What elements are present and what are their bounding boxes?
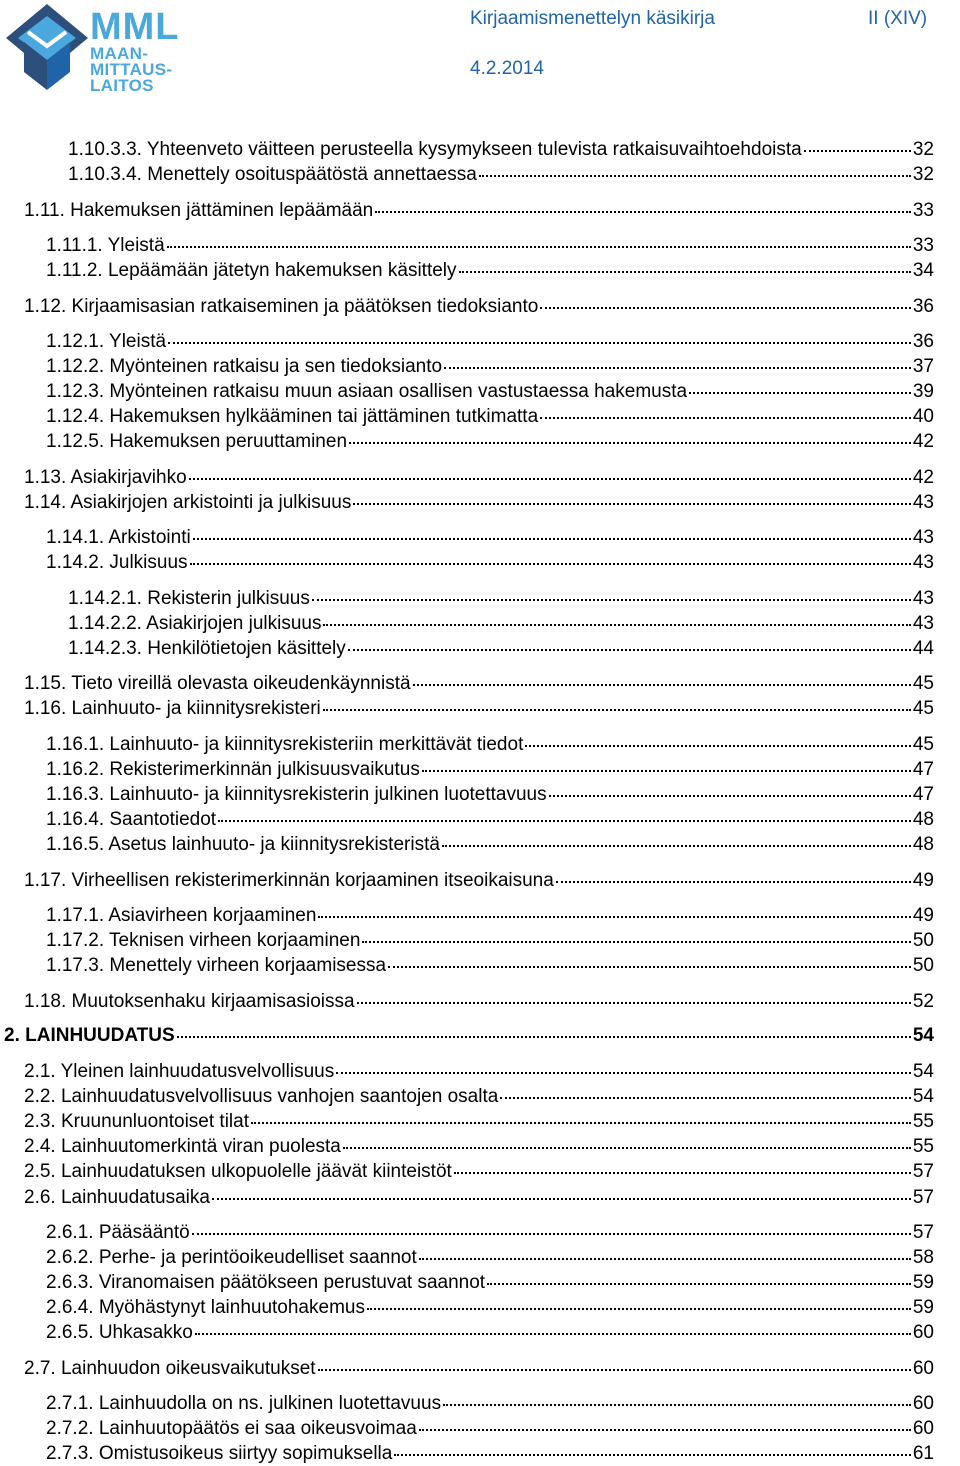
- toc-entry[interactable]: [24, 1085, 934, 1109]
- toc-entry-page: 43: [912, 613, 934, 634]
- toc-entry-title: 1.11. Hakemuksen jättäminen lepäämään: [24, 200, 374, 221]
- toc-entry-title: 2.6.4. Myöhästynyt lainhuutohakemus: [46, 1297, 365, 1318]
- toc-entry[interactable]: [24, 869, 934, 893]
- toc-entry-title: 1.15. Tieto vireillä olevasta oikeudenkäynnistä: [24, 673, 411, 694]
- toc-entry-page: 34: [912, 260, 934, 281]
- toc-entry-title: 1.17.3. Menettely virheen korjaamisessa: [46, 955, 387, 976]
- toc-dot-leader: [804, 150, 911, 152]
- toc-entry-page: 36: [912, 296, 934, 317]
- toc-entry-page: 57: [912, 1161, 934, 1182]
- toc-entry-title: 2.7.2. Lainhuutopäätös ei saa oikeusvoimaa: [46, 1418, 417, 1439]
- toc-entry[interactable]: [46, 430, 934, 454]
- toc-entry-page: 54: [912, 1086, 934, 1107]
- toc-entry-title: 2.6.1. Pääsääntö: [46, 1222, 190, 1243]
- logo-line-2: MAAN-: [90, 44, 149, 63]
- toc-entry-title: 2.5. Lainhuudatuksen ulkopuolelle jäävät kiinteistöt: [24, 1161, 452, 1182]
- toc-entry-page: 60: [912, 1322, 934, 1343]
- toc-dot-leader: [323, 624, 910, 626]
- toc-entry[interactable]: [24, 466, 934, 490]
- toc-entry[interactable]: [46, 808, 934, 832]
- page-header: [0, 0, 960, 110]
- toc-entry-page: 32: [912, 164, 934, 185]
- toc-entry-page: 59: [912, 1297, 934, 1318]
- toc-entry-page: 60: [912, 1418, 934, 1439]
- toc-entry-page: 43: [912, 492, 934, 513]
- toc-entry[interactable]: [46, 330, 934, 354]
- toc-entry-title: 2.6.3. Viranomaisen päätökseen perustuvat saannot: [46, 1272, 486, 1293]
- toc-entry[interactable]: [24, 295, 934, 319]
- toc-dot-leader: [479, 175, 911, 177]
- toc-entry-page: 60: [912, 1393, 934, 1414]
- toc-dot-leader: [500, 1097, 911, 1099]
- toc-entry-page: 40: [912, 406, 934, 427]
- toc-entry[interactable]: [46, 1392, 934, 1416]
- toc-entry[interactable]: [24, 1186, 934, 1210]
- toc-entry[interactable]: [46, 904, 934, 928]
- toc-entry-title: 1.17.1. Asiavirheen korjaaminen: [46, 905, 317, 926]
- toc-dot-leader: [413, 684, 911, 686]
- toc-entry-title: 1.16.4. Saantotiedot: [46, 809, 217, 830]
- toc-entry[interactable]: [46, 526, 934, 550]
- toc-entry-title: 2.6.5. Uhkasakko: [46, 1322, 193, 1343]
- toc-entry-title: 2.3. Kruununluontoiset tilat: [24, 1111, 249, 1132]
- toc-entry-page: 57: [912, 1222, 934, 1243]
- toc-entry-title: 1.16.2. Rekisterimerkinnän julkisuusvaikutus: [46, 759, 420, 780]
- toc-dot-leader: [459, 271, 911, 273]
- toc-dot-leader: [190, 563, 911, 565]
- toc-entry-page: 45: [912, 698, 934, 719]
- toc-entry[interactable]: [46, 1296, 934, 1320]
- toc-entry[interactable]: [46, 1321, 934, 1345]
- toc-entry[interactable]: [24, 199, 934, 223]
- toc-dot-leader: [353, 503, 910, 505]
- toc-entry-page: 47: [912, 759, 934, 780]
- toc-dot-leader: [442, 845, 911, 847]
- toc-entry[interactable]: [68, 138, 934, 162]
- toc-entry-title: 1.12.5. Hakemuksen peruuttaminen: [46, 431, 348, 452]
- toc-entry-page: 36: [912, 331, 934, 352]
- logo-line-4: LAITOS: [90, 76, 154, 95]
- toc-entry-page: 45: [912, 673, 934, 694]
- toc-entry[interactable]: [68, 612, 934, 636]
- toc-entry-page: 33: [912, 235, 934, 256]
- toc-dot-leader: [444, 367, 911, 369]
- toc-entry-page: 59: [912, 1272, 934, 1293]
- toc-entry-title: 1.13. Asiakirjavihko: [24, 467, 187, 488]
- toc-entry-page: 55: [912, 1136, 934, 1157]
- toc-entry-title: 1.10.3.3. Yhteenveto väitteen perusteella kysymykseen tulevista ratkaisuvaihtoehdoista: [68, 139, 802, 160]
- toc-entry[interactable]: [46, 1417, 934, 1441]
- toc-entry[interactable]: [46, 1246, 934, 1270]
- toc-entry[interactable]: [24, 990, 934, 1014]
- toc-entry[interactable]: [24, 672, 934, 696]
- toc-entry-title: 2.2. Lainhuudatusvelvollisuus vanhojen saantojen osalta: [24, 1086, 499, 1107]
- toc-dot-leader: [195, 1333, 911, 1335]
- toc-entry-page: 43: [912, 527, 934, 548]
- toc-entry-title: 2. LAINHUUDATUS: [4, 1025, 175, 1046]
- toc-entry-title: 1.14.1. Arkistointi: [46, 527, 191, 548]
- toc-entry-page: 54: [912, 1025, 934, 1046]
- toc-entry-page: 32: [912, 139, 934, 160]
- toc-dot-leader: [218, 820, 911, 822]
- toc-dot-leader: [168, 342, 911, 344]
- toc-entry[interactable]: [24, 1060, 934, 1084]
- toc-entry[interactable]: [24, 491, 934, 515]
- toc-entry[interactable]: [46, 259, 934, 283]
- toc-entry-title: 2.7. Lainhuudon oikeusvaikutukset: [24, 1358, 316, 1379]
- toc-entry[interactable]: [46, 234, 934, 258]
- toc-entry-title: 1.16. Lainhuuto- ja kiinnitysrekisteri: [24, 698, 321, 719]
- toc-dot-leader: [212, 1198, 911, 1200]
- toc-dot-leader: [336, 1072, 911, 1074]
- logo-text: [90, 8, 180, 94]
- toc-dot-leader: [388, 966, 911, 968]
- toc-dot-leader: [192, 1233, 911, 1235]
- toc-entry-page: 33: [912, 200, 934, 221]
- toc-dot-leader: [375, 211, 911, 213]
- toc-entry-page: 61: [912, 1443, 934, 1464]
- toc-entry-title: 2.7.3. Omistusoikeus siirtyy sopimuksella: [46, 1443, 393, 1464]
- toc-dot-leader: [362, 941, 910, 943]
- toc-entry-title: 1.16.3. Lainhuuto- ja kiinnitysrekisterin julkinen luotettavuus: [46, 784, 547, 805]
- toc-entry-page: 39: [912, 381, 934, 402]
- mml-logo: [4, 2, 180, 98]
- toc-entry-title: 1.16.1. Lainhuuto- ja kiinnitysrekisteriin merkittävät tiedot: [46, 734, 524, 755]
- toc-dot-leader: [251, 1122, 911, 1124]
- toc-entry-page: 47: [912, 784, 934, 805]
- toc-entry-title: 2.4. Lainhuutomerkintä viran puolesta: [24, 1136, 341, 1157]
- toc-dot-leader: [367, 1308, 911, 1310]
- toc-entry-title: 1.12.2. Myönteinen ratkaisu ja sen tiedoksianto: [46, 356, 443, 377]
- toc-dot-leader: [348, 649, 911, 651]
- toc-entry[interactable]: [46, 1221, 934, 1245]
- toc-dot-leader: [189, 478, 911, 480]
- toc-dot-leader: [343, 1147, 911, 1149]
- toc-entry[interactable]: [24, 1160, 934, 1184]
- toc-entry-title: 1.14. Asiakirjojen arkistointi ja julkisuus: [24, 492, 352, 513]
- toc-entry-page: 42: [912, 467, 934, 488]
- toc-entry-page: 58: [912, 1247, 934, 1268]
- toc-dot-leader: [419, 1258, 911, 1260]
- toc-entry[interactable]: [46, 551, 934, 575]
- toc-entry[interactable]: [46, 929, 934, 953]
- toc-entry-page: 54: [912, 1061, 934, 1082]
- toc-entry-title: 1.17.2. Teknisen virheen korjaaminen: [46, 930, 361, 951]
- toc-dot-leader: [357, 1002, 911, 1004]
- toc-entry[interactable]: [46, 380, 934, 404]
- logo-line-3: MITTAUS-: [90, 60, 173, 79]
- toc-dot-leader: [177, 1036, 911, 1038]
- toc-entry[interactable]: [24, 697, 934, 721]
- toc-dot-leader: [193, 538, 911, 540]
- toc-entry-title: 1.12.1. Yleistä: [46, 331, 167, 352]
- toc-entry-title: 1.14.2.2. Asiakirjojen julkisuus: [68, 613, 322, 634]
- toc-dot-leader: [556, 881, 911, 883]
- toc-entry-page: 60: [912, 1358, 934, 1379]
- toc-entry[interactable]: [24, 1135, 934, 1159]
- toc-entry-title: 1.16.5. Asetus lainhuuto- ja kiinnitysrekisteristä: [46, 834, 440, 855]
- toc-entry-title: 1.14.2.1. Rekisterin julkisuus: [68, 588, 310, 609]
- toc-entry-title: 2.7.1. Lainhuudolla on ns. julkinen luotettavuus: [46, 1393, 442, 1414]
- toc-dot-leader: [323, 709, 911, 711]
- toc-entry-title: 1.12. Kirjaamisasian ratkaiseminen ja päätöksen tiedoksianto: [24, 296, 539, 317]
- toc-entry-title: 1.18. Muutoksenhaku kirjaamisasioissa: [24, 991, 355, 1012]
- toc-dot-leader: [312, 599, 911, 601]
- toc-entry[interactable]: [46, 405, 934, 429]
- toc-entry[interactable]: [4, 1024, 934, 1048]
- toc-entry-title: 1.17. Virheellisen rekisterimerkinnän korjaaminen itseoikaisuna: [24, 870, 554, 891]
- toc-entry-page: 44: [912, 638, 934, 659]
- toc-entry-page: 48: [912, 834, 934, 855]
- toc-entry-title: 2.6.2. Perhe- ja perintöoikeudelliset saannot: [46, 1247, 417, 1268]
- toc-dot-leader: [422, 770, 911, 772]
- toc-dot-leader: [349, 442, 911, 444]
- toc-dot-leader: [419, 1429, 911, 1431]
- toc-entry-page: 43: [912, 588, 934, 609]
- toc-dot-leader: [454, 1172, 911, 1174]
- toc-entry-page: 49: [912, 905, 934, 926]
- toc-entry-page: 52: [912, 991, 934, 1012]
- toc-entry-title: 2.1. Yleinen lainhuudatusvelvollisuus: [24, 1061, 335, 1082]
- toc-entry[interactable]: [24, 1357, 934, 1381]
- toc-entry[interactable]: [46, 1271, 934, 1295]
- document-date: 4.2.2014: [470, 58, 544, 79]
- toc-entry-title: 1.12.3. Myönteinen ratkaisu muun asiaan osallisen vastustaessa hakemusta: [46, 381, 688, 402]
- toc-entry-page: 50: [912, 930, 934, 951]
- toc-entry[interactable]: [46, 954, 934, 978]
- toc-entry-page: 55: [912, 1111, 934, 1132]
- toc-entry-page: 45: [912, 734, 934, 755]
- toc-dot-leader: [689, 392, 911, 394]
- toc-entry-title: 1.12.4. Hakemuksen hylkääminen tai jättäminen tutkimatta: [46, 406, 539, 427]
- toc-entry-page: 43: [912, 552, 934, 573]
- mml-logo-emblem-icon: [4, 2, 90, 92]
- toc-entry-title: 1.14.2.3. Henkilötietojen käsittely: [68, 638, 346, 659]
- toc-entry-page: 50: [912, 955, 934, 976]
- toc-entry-page: 37: [912, 356, 934, 377]
- toc-dot-leader: [318, 1369, 911, 1371]
- toc-dot-leader: [540, 307, 911, 309]
- toc-entry[interactable]: [46, 783, 934, 807]
- logo-line-1: MML: [90, 6, 180, 48]
- toc-dot-leader: [487, 1283, 911, 1285]
- toc-entry-page: 49: [912, 870, 934, 891]
- page-number: II (XIV): [868, 8, 928, 29]
- toc-entry[interactable]: [68, 587, 934, 611]
- toc-entry-page: 42: [912, 431, 934, 452]
- toc-entry-page: 57: [912, 1187, 934, 1208]
- toc-dot-leader: [540, 417, 911, 419]
- toc-entry-page: 48: [912, 809, 934, 830]
- toc-entry-title: 2.6. Lainhuudatusaika: [24, 1187, 210, 1208]
- toc-dot-leader: [318, 916, 910, 918]
- toc-entry-title: 1.11.2. Lepäämään jätetyn hakemuksen käsittely: [46, 260, 457, 281]
- document-title: Kirjaamismenettelyn käsikirja: [470, 8, 715, 29]
- toc-entry-title: 1.10.3.4. Menettely osoituspäätöstä annettaessa: [68, 164, 477, 185]
- toc-entry[interactable]: [68, 637, 934, 661]
- toc-dot-leader: [549, 795, 911, 797]
- toc-entry[interactable]: [68, 163, 934, 187]
- toc-entry[interactable]: [46, 833, 934, 857]
- toc-entry[interactable]: [46, 355, 934, 379]
- toc-entry[interactable]: [46, 733, 934, 757]
- toc-entry[interactable]: [46, 1442, 934, 1466]
- toc-dot-leader: [394, 1454, 911, 1456]
- toc-dot-leader: [167, 246, 911, 248]
- toc-entry[interactable]: [46, 758, 934, 782]
- toc-entry-title: 1.11.1. Yleistä: [46, 235, 165, 256]
- toc-dot-leader: [525, 745, 911, 747]
- toc-entry[interactable]: [24, 1110, 934, 1134]
- toc-dot-leader: [443, 1404, 911, 1406]
- toc-entry-title: 1.14.2. Julkisuus: [46, 552, 188, 573]
